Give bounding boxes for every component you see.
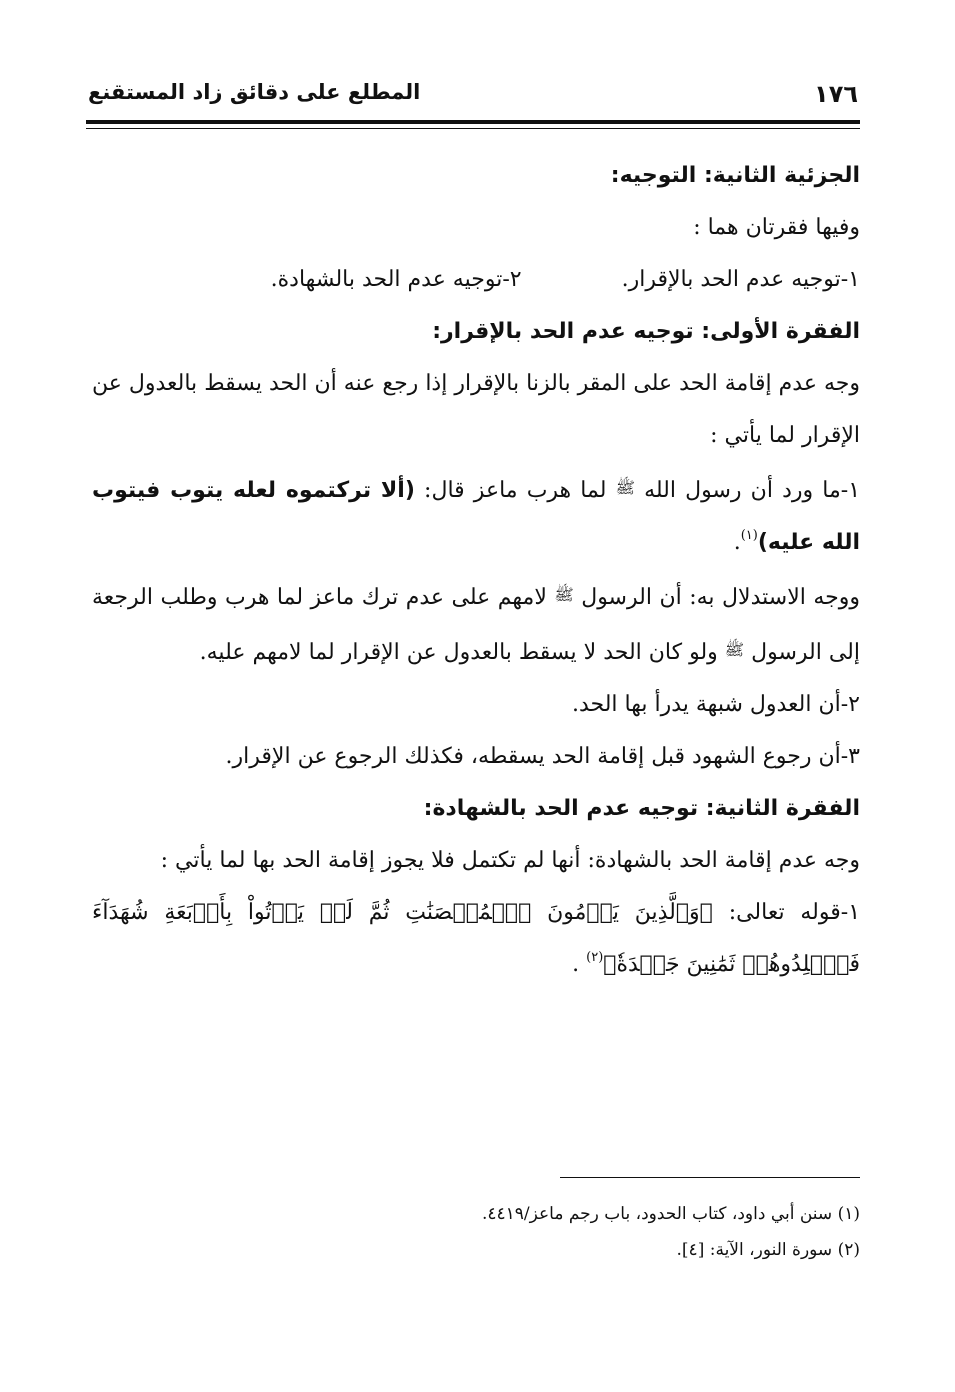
para2-heading: الفقرة الثانية: توجيه عدم الحد بالشهادة: [423,796,860,821]
quran-verse: ﴿وَٱلَّذِينَ يَرۡمُونَ ٱلۡمُحۡصَنَٰتِ ثُمَّ لَمۡ يَأۡتُواْ بِأَرۡبَعَةِ شُهَدَآءَ فَٱجۡلِدُوهُمۡ ثَمَٰنِينَ جَلۡدَةٗ﴾ [92,900,860,977]
para1-heading: الفقرة الأولى: توجيه عدم الحد بالإقرار: [432,319,860,344]
footnotes [92,1196,860,1268]
book-title: المطلع على دقائق زاد المستقنع [88,80,421,104]
footnote-ref-2[interactable]: (٢) [586,950,604,965]
istidlal-part-3: ولو كان الحد لا يسقط بالعدول عن الإقرار لما لامهم عليه. [199,640,718,665]
istidlal-part-1: ووجه الاستدلال به: أن الرسول [581,585,860,610]
header-rule-thick [86,120,860,124]
salawat-glyph: ﷺ [615,478,635,497]
main-text [92,150,860,991]
footnote-separator [560,1177,860,1178]
footnote-ref-1[interactable]: (١) [740,528,758,543]
reason-2: ٢-أن العدول شبهة يدرأ بها الحد. [571,692,860,717]
hadith-intro-cont: لما هرب ماعز قال: [424,478,607,503]
items-line [92,254,860,306]
salawat-glyph-3: ﷺ [724,640,745,659]
hadith-intro: ١-ما ورد أن رسول الله [644,478,861,503]
quran-end: . [572,952,580,977]
para1-text: وجه عدم إقامة الحد على المقر بالزنا بالإقرار إذا رجع عنه أن الحد يسقط بالعدول عن الإقرار لما يأتي : [92,371,860,448]
header-rule-thin [86,128,860,129]
para2-text: وجه عدم إقامة الحد بالشهادة: أنها لم تكتمل فلا يجوز إقامة الحد بها لما يأتي : [160,848,860,873]
page-number: ١٧٦ [814,80,858,108]
istidlal-paragraph [92,569,860,679]
intro-line: وفيها فقرتان هما : [693,215,860,240]
hadith-paragraph: ١-ما ورد أن رسول الله ﷺ لما هرب ماعز قال: (ألا تركتموه لعله يتوب فيتوب الله عليه)$^{(١)}$. [92,462,860,569]
running-header [88,80,858,114]
istidlal-part-2: لامهم على عدم ترك ماعز لما هرب وطلب الرجعة إلى الرسول [92,585,860,665]
item-1: ١-توجيه عدم الحد بالإقرار. [621,267,860,292]
section-heading: الجزئية الثانية: التوجيه: [610,163,860,188]
footnote-2: (٢) سورة النور، الآية: [٤]. [676,1240,860,1260]
reason-3: ٣-أن رجوع الشهود قبل إقامة الحد يسقطه، فكذلك الرجوع عن الإقرار. [225,744,860,769]
quran-intro: ١-قوله تعالى: [728,900,861,925]
footnote-1: (١) سنن أبي داود، كتاب الحدود، باب رجم ماعز/٤٤١٩. [481,1204,860,1224]
hadith-text: (ألا تركتموه لعله يتوب فيتوب الله عليه) [92,478,860,555]
item-2: ٢-توجيه عدم الحد بالشهادة. [270,267,522,292]
quran-paragraph [92,887,860,991]
salawat-glyph-2: ﷺ [554,585,574,604]
